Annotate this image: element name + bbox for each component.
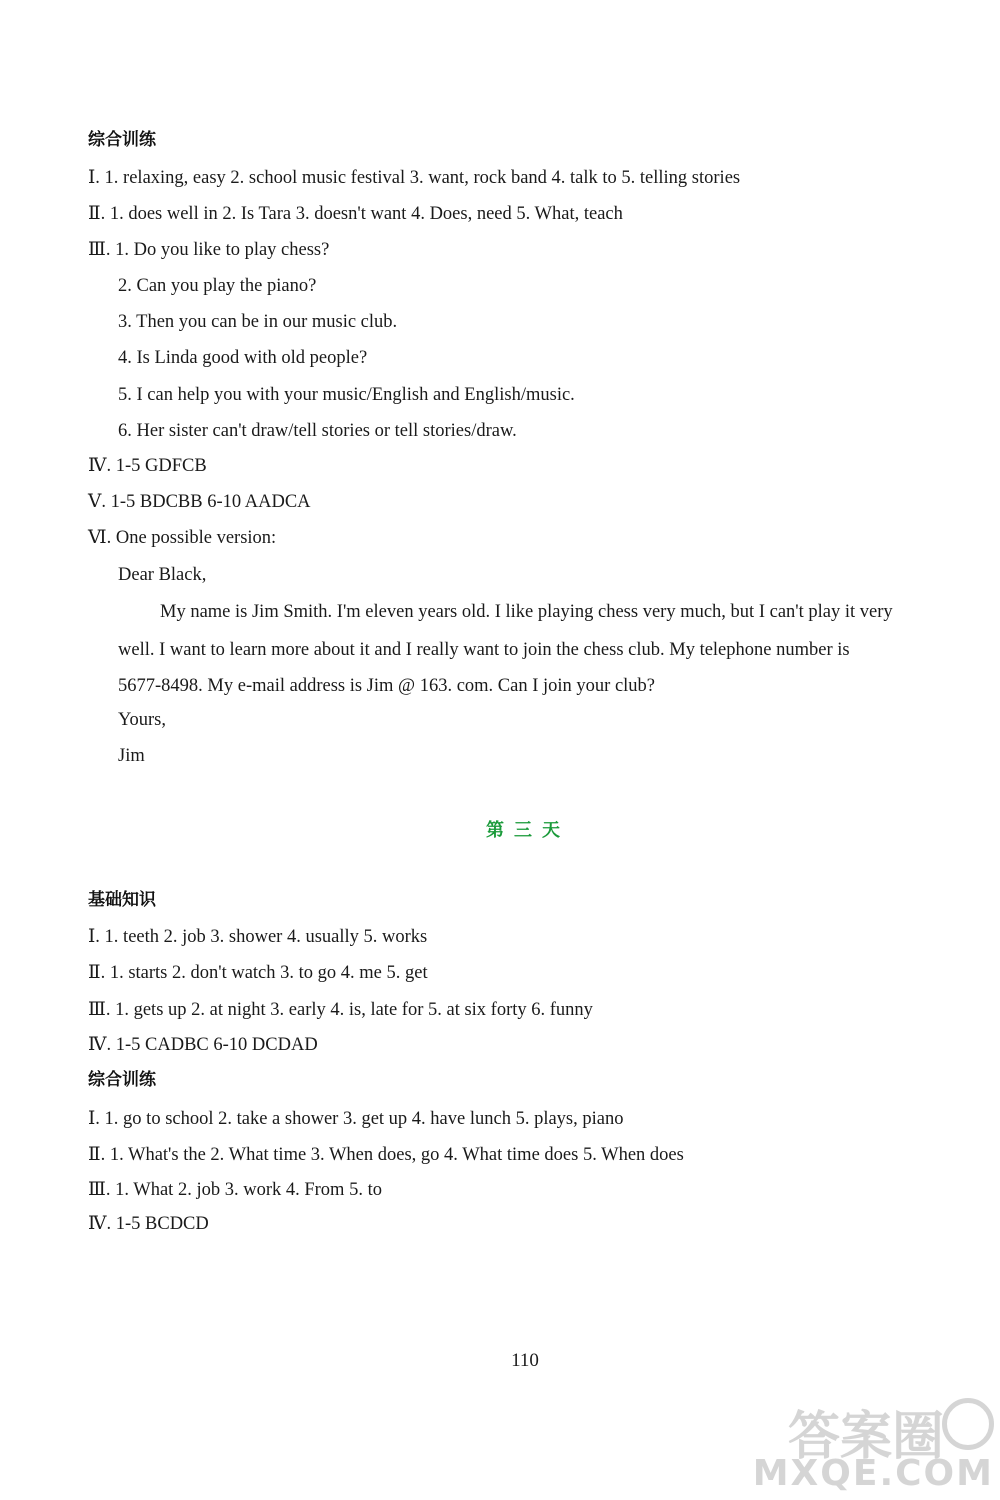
answer-line-3: Ⅲ. 1. Do you like to play chess? — [88, 240, 330, 260]
letter-closing: Yours, — [118, 710, 166, 730]
watermark-circle-icon — [942, 1398, 994, 1450]
letter-body-line-2: well. I want to learn more about it and I really want to join the chess club. My telephone number is — [118, 640, 850, 660]
section-heading-basic-knowledge: 基础知识 — [88, 890, 156, 910]
watermark-brand: 答案圈 — [787, 1407, 944, 1467]
answer-subline-4: 4. Is Linda good with old people? — [118, 348, 368, 368]
answer-line-4: Ⅳ. 1-5 GDFCB — [88, 456, 207, 476]
letter-body-line-3: 5677-8498. My e-mail address is Jim @ 163. com. Can I join your club? — [118, 676, 656, 696]
answer-line-5: Ⅴ. 1-5 BDCBB 6-10 AADCA — [88, 492, 311, 512]
day-title: 第三天 — [486, 820, 570, 841]
answer-subline-2: 2. Can you play the piano? — [118, 276, 317, 296]
letter-greeting: Dear Black, — [118, 565, 207, 585]
answer-line-6: Ⅵ. One possible version: — [88, 528, 277, 548]
section-heading-comprehensive: 综合训练 — [88, 130, 156, 150]
answer-subline-6: 6. Her sister can't draw/tell stories or tell stories/draw. — [118, 421, 517, 441]
page-number: 110 — [511, 1350, 539, 1371]
letter-signature: Jim — [118, 746, 145, 766]
comp-line-3: Ⅲ. 1. What 2. job 3. work 4. From 5. to — [88, 1180, 382, 1200]
basic-line-4: Ⅳ. 1-5 CADBC 6-10 DCDAD — [88, 1035, 318, 1055]
answer-line-1: Ⅰ. 1. relaxing, easy 2. school music festival 3. want, rock band 4. talk to 5. telling stories — [88, 168, 741, 188]
answer-subline-3: 3. Then you can be in our music club. — [118, 312, 398, 332]
watermark-logo — [694, 1394, 994, 1494]
basic-line-2: Ⅱ. 1. starts 2. don't watch 3. to go 4. me 5. get — [88, 963, 428, 983]
watermark-site: MXQE.COM — [752, 1453, 994, 1494]
comp-line-4: Ⅳ. 1-5 BCDCD — [88, 1214, 209, 1234]
letter-body-line-1: My name is Jim Smith. I'm eleven years old. I like playing chess very much, but I can't play it very — [160, 602, 893, 622]
comp-line-2: Ⅱ. 1. What's the 2. What time 3. When does, go 4. What time does 5. When does — [88, 1145, 684, 1165]
answer-line-2: Ⅱ. 1. does well in 2. Is Tara 3. doesn't want 4. Does, need 5. What, teach — [88, 204, 623, 224]
answer-subline-5: 5. I can help you with your music/English and English/music. — [118, 385, 575, 405]
comp-line-1: Ⅰ. 1. go to school 2. take a shower 3. get up 4. have lunch 5. plays, piano — [88, 1109, 624, 1129]
section-heading-comprehensive-2: 综合训练 — [88, 1070, 156, 1090]
basic-line-1: Ⅰ. 1. teeth 2. job 3. shower 4. usually 5. works — [88, 927, 428, 947]
basic-line-3: Ⅲ. 1. gets up 2. at night 3. early 4. is, late for 5. at six forty 6. funny — [88, 1000, 593, 1020]
